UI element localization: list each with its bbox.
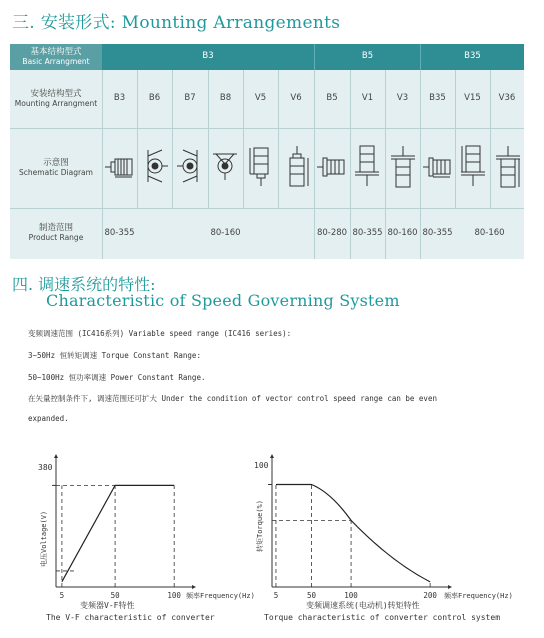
y-axis-arrow — [54, 454, 58, 458]
torque-caption-en: Torque characteristic of converter control system — [264, 613, 501, 622]
section-4-title-cn: 四. 调速系统的特性: — [12, 275, 156, 294]
text-line: expanded. — [28, 414, 69, 423]
range-b35: 80-355 — [422, 227, 453, 238]
series-line — [62, 485, 174, 581]
text-line: 50~100Hz 恒功率调速 Power Constant Range. — [28, 373, 206, 382]
range-b6-v6: 80-160 — [210, 227, 241, 238]
vf-y-tick-label: 380 — [38, 463, 53, 472]
vf-caption-cn: 变频器V-F特性 — [80, 601, 135, 610]
schematic-v36-icon — [493, 144, 523, 190]
mounting-b3: B3 — [113, 93, 126, 104]
x-axis-arrow — [192, 585, 196, 589]
mounting-b35: B35 — [429, 93, 446, 104]
group-header-b5: B5 — [314, 44, 420, 70]
vf-chart — [26, 452, 258, 612]
vf-caption-en: The V-F characteristic of converter — [46, 613, 215, 622]
section-4-title-en: Characteristic of Speed Governing System — [46, 291, 400, 310]
mounting-v5: V5 — [254, 93, 267, 104]
vf-ylabel: 电压Voltage(V) — [40, 510, 48, 567]
torque-caption-cn: 变频调速系统(电动机)转矩特性 — [306, 601, 420, 610]
text-line: 3~50Hz 恒转矩调速 Torque Constant Range: — [28, 351, 201, 360]
mounting-table — [10, 44, 524, 259]
vf-xlabel: 频率Frequency(Hz) — [186, 592, 255, 600]
schematic-v5-icon — [246, 146, 276, 188]
mounting-label-en: Mounting Arrangment — [14, 98, 98, 108]
x-tick-label: 100 — [344, 591, 358, 600]
range-label-cn: 制造范围 — [38, 223, 73, 234]
schematic-b6-icon — [140, 148, 170, 184]
range-v15-v36: 80-160 — [474, 227, 505, 238]
diagram-label-en: Schematic Diagram — [19, 167, 93, 177]
range-row-label — [10, 208, 102, 259]
basic-label-cn: 基本结构型式 — [30, 46, 82, 57]
group-header-b3: B3 — [102, 44, 314, 70]
mounting-b6: B6 — [148, 93, 161, 104]
basic-label-en: Basic Arrangment — [22, 56, 90, 66]
torque-ylabel: 转矩Torque(%) — [256, 500, 264, 552]
text-line: 变频调速范围 (IC416系列) Variable speed range (IC416 series): — [28, 329, 292, 338]
schematic-v6-icon — [282, 144, 312, 190]
mounting-v36: V36 — [498, 93, 516, 104]
x-tick-label: 50 — [307, 591, 317, 600]
schematic-v1-icon — [352, 144, 382, 190]
mounting-b7: B7 — [184, 93, 196, 104]
vf-plot — [52, 454, 196, 600]
x-tick-label: 5 — [273, 591, 279, 600]
schematic-b3-icon — [104, 152, 136, 182]
group-header-b35: B35 — [420, 44, 524, 70]
x-tick-label: 200 — [423, 591, 437, 600]
y-axis-arrow — [270, 454, 274, 458]
section-3-title: 三. 安装形式: Mounting Arrangements — [12, 13, 341, 33]
diagram-label-cn: 示意图 — [43, 157, 69, 168]
schematic-b7-icon — [175, 148, 205, 184]
x-tick-label: 100 — [167, 591, 181, 600]
range-b3: 80-355 — [104, 227, 135, 238]
mounting-v6: V6 — [290, 93, 302, 104]
range-b5: 80-280 — [316, 227, 348, 238]
torque-plot — [268, 454, 452, 600]
x-axis-arrow — [448, 585, 452, 589]
mounting-label-cn: 安装结构型式 — [30, 88, 82, 99]
x-tick-label: 5 — [59, 591, 65, 600]
schematic-b8-icon — [210, 148, 240, 184]
torque-chart — [246, 452, 516, 612]
range-label-en: Product Range — [28, 233, 84, 243]
mounting-b8: B8 — [219, 93, 232, 104]
range-v1: 80-355 — [352, 227, 383, 238]
mounting-row-label — [10, 70, 102, 128]
mounting-v3: V3 — [396, 93, 409, 104]
range-v3: 80-160 — [387, 227, 418, 238]
row-divider — [10, 128, 524, 129]
torque-y-tick-label: 100 — [254, 461, 269, 470]
diagram-row-label — [10, 128, 102, 208]
mounting-v15: V15 — [464, 93, 481, 104]
schematic-v3-icon — [388, 144, 418, 190]
basic-arrangement-header — [10, 44, 102, 70]
x-tick-label: 50 — [110, 591, 120, 600]
text-line: 在矢量控制条件下, 调速范围还可扩大 Under the condition of vector control speed range can be even — [28, 394, 437, 403]
schematic-v15-icon — [458, 144, 488, 190]
mounting-v1: V1 — [361, 93, 374, 104]
schematic-b5-icon — [316, 152, 348, 182]
schematic-b35-icon — [422, 152, 454, 182]
mounting-b5: B5 — [326, 93, 338, 104]
torque-xlabel: 频率Frequency(Hz) — [444, 592, 513, 600]
series-line — [276, 485, 430, 582]
